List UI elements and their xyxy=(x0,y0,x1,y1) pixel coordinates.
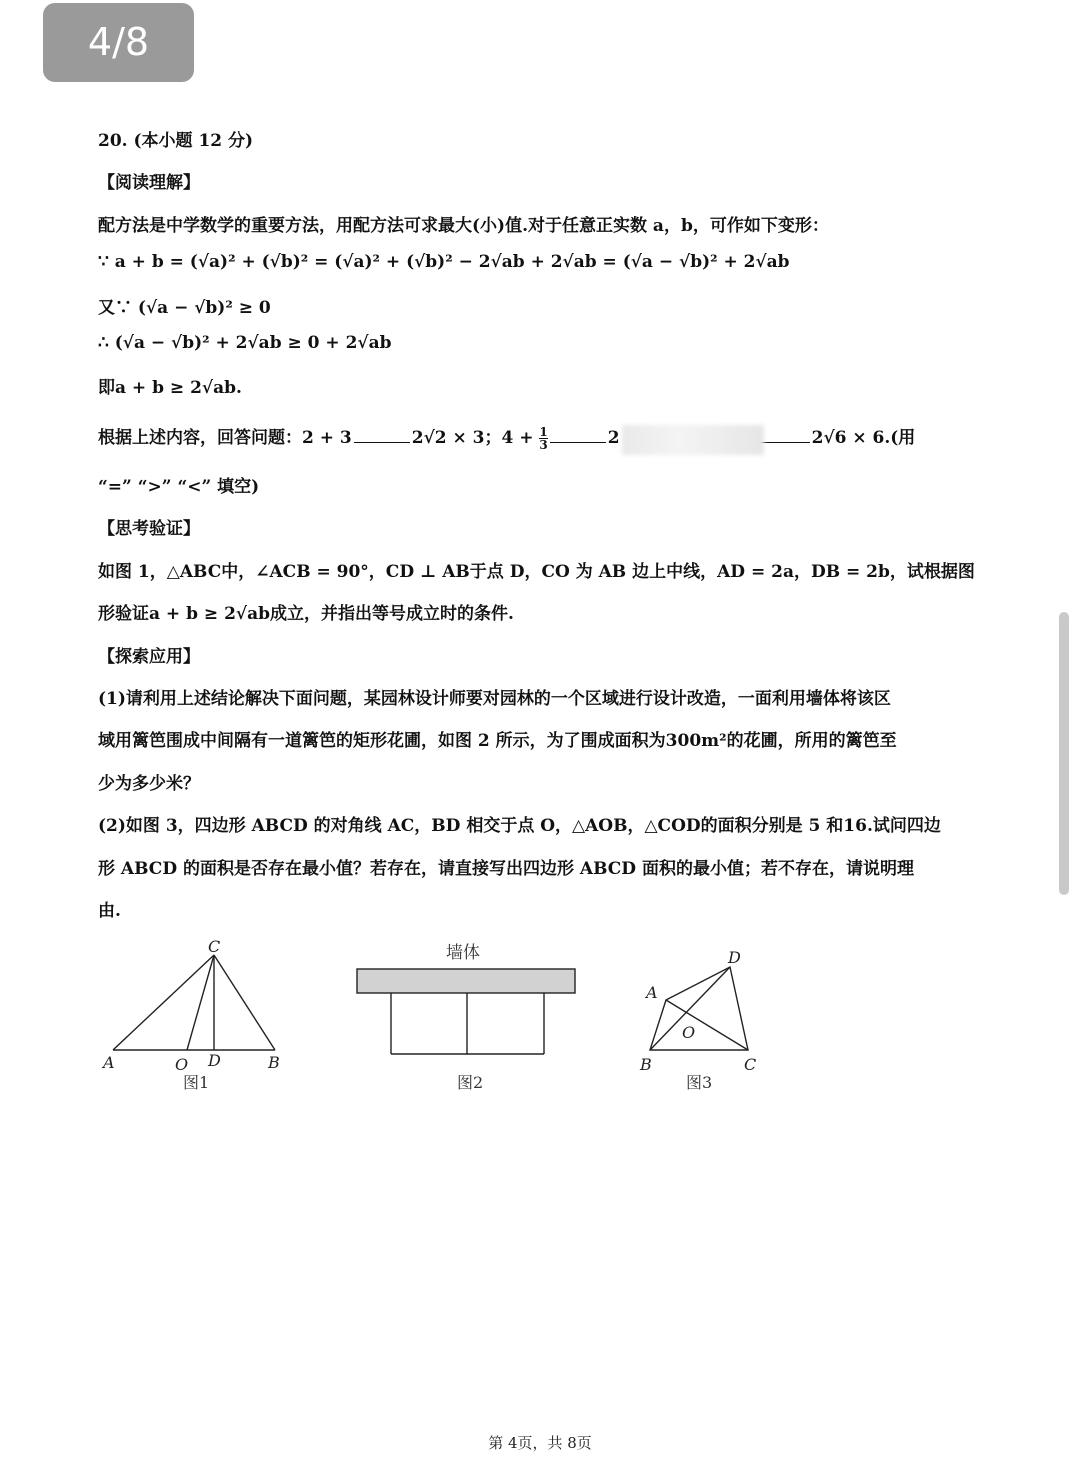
figure-3 xyxy=(630,940,770,1098)
equation-4: 即a + b ≥ 2√ab. xyxy=(98,378,242,398)
wall-rect xyxy=(357,969,575,993)
fraction-one-third xyxy=(539,426,547,451)
explore-p2-line-2: 形 ABCD 的面积是否存在最小值？若存在，请直接写出四边形 ABCD 面积的最小值；若不存在，请说明理 xyxy=(98,859,914,879)
fill-blank-question xyxy=(98,426,915,451)
page-footer: 第 4页，共 8页 xyxy=(488,1434,592,1452)
answer-blank-2[interactable] xyxy=(550,426,606,443)
verify-line-2: 形验证a + b ≥ 2√ab成立，并指出等号成立时的条件. xyxy=(98,604,514,624)
explore-p2-line-3: 由. xyxy=(98,901,121,921)
explore-p1-line-2: 域用篱笆围成中间隔有一道篱笆的矩形花圃，如图 2 所示，为了围成面积为300m²的花圃，所用的篱笆至 xyxy=(98,731,897,751)
fill-part-3: 2 xyxy=(607,428,620,448)
wall-label: 墙体 xyxy=(446,943,480,963)
fig3-label-d: D xyxy=(728,948,741,967)
explore-p2-line-1: (2)如图 3，四边形 ABCD 的对角线 AC，BD 相交于点 O，△AOB，△COD的面积分别是 5 和16.试问四边 xyxy=(98,816,941,836)
fig1-label-a: A xyxy=(103,1053,115,1072)
fig3-caption: 图3 xyxy=(686,1073,713,1092)
fig1-caption: 图1 xyxy=(183,1073,210,1092)
quadrilateral-abcd xyxy=(650,967,748,1050)
fig3-label-a: A xyxy=(646,983,658,1002)
fig1-label-d: D xyxy=(208,1051,221,1070)
segment-co xyxy=(187,955,214,1050)
figure-1 xyxy=(95,938,305,1098)
verify-line-1: 如图 1，△ABC中，∠ACB = 90°，CD ⊥ AB于点 D，CO 为 AB 边上中线，AD = 2a，DB = 2b，试根据图 xyxy=(98,562,975,582)
segment-bc xyxy=(214,955,275,1050)
diagonal-ac xyxy=(666,1000,748,1050)
fig3-label-c: C xyxy=(744,1055,757,1074)
equation-2: 又∵ (√a − √b)² ≥ 0 xyxy=(98,298,271,318)
fig2-caption: 图2 xyxy=(457,1073,484,1092)
reading-section-title: 【阅读理解】 xyxy=(98,173,200,193)
fig3-label-b: B xyxy=(640,1055,652,1074)
fill-blank-instruction: “=” “>” “<” 填空) xyxy=(98,477,260,497)
fraction-denominator: 3 xyxy=(539,438,548,452)
explore-p1-line-1: (1)请利用上述结论解决下面问题，某园林设计师要对园林的一个区域进行设计改造，一面利用墙体将该区 xyxy=(98,689,891,709)
explore-p1-line-3: 少为多少米？ xyxy=(98,774,200,794)
verify-section-title: 【思考验证】 xyxy=(98,519,200,539)
scrollbar-thumb[interactable] xyxy=(1059,612,1069,895)
fig1-label-b: B xyxy=(268,1053,280,1072)
equation-3: ∴ (√a − √b)² + 2√ab ≥ 0 + 2√ab xyxy=(98,333,392,353)
fig1-label-c: C xyxy=(208,938,221,956)
fill-part-1: 根据上述内容，回答问题：2 + 3 xyxy=(98,428,352,448)
equation-1: ∵ a + b = (√a)² + (√b)² = (√a)² + (√b)² − 2√ab + 2√ab = (√a − √b)² + 2√ab xyxy=(98,252,790,272)
blurred-redaction xyxy=(622,425,764,455)
reading-intro: 配方法是中学数学的重要方法，用配方法可求最大(小)值.对于任意正实数 a，b，可作如下变形： xyxy=(98,216,829,236)
answer-blank-1[interactable] xyxy=(354,426,410,443)
question-header: 20. (本小题 12 分) xyxy=(98,131,254,151)
fig1-label-o: O xyxy=(175,1055,189,1074)
fig3-label-o: O xyxy=(682,1023,696,1042)
segment-ac xyxy=(113,955,214,1050)
fraction-numerator: 1 xyxy=(539,425,548,439)
fill-part-4: 2√6 × 6.(用 xyxy=(811,428,916,448)
figure-2 xyxy=(350,936,585,1098)
fill-part-2: 2√2 × 3；4 + xyxy=(411,428,540,448)
page-indicator-badge: 4/8 xyxy=(43,3,194,82)
explore-section-title: 【探索应用】 xyxy=(98,647,200,667)
